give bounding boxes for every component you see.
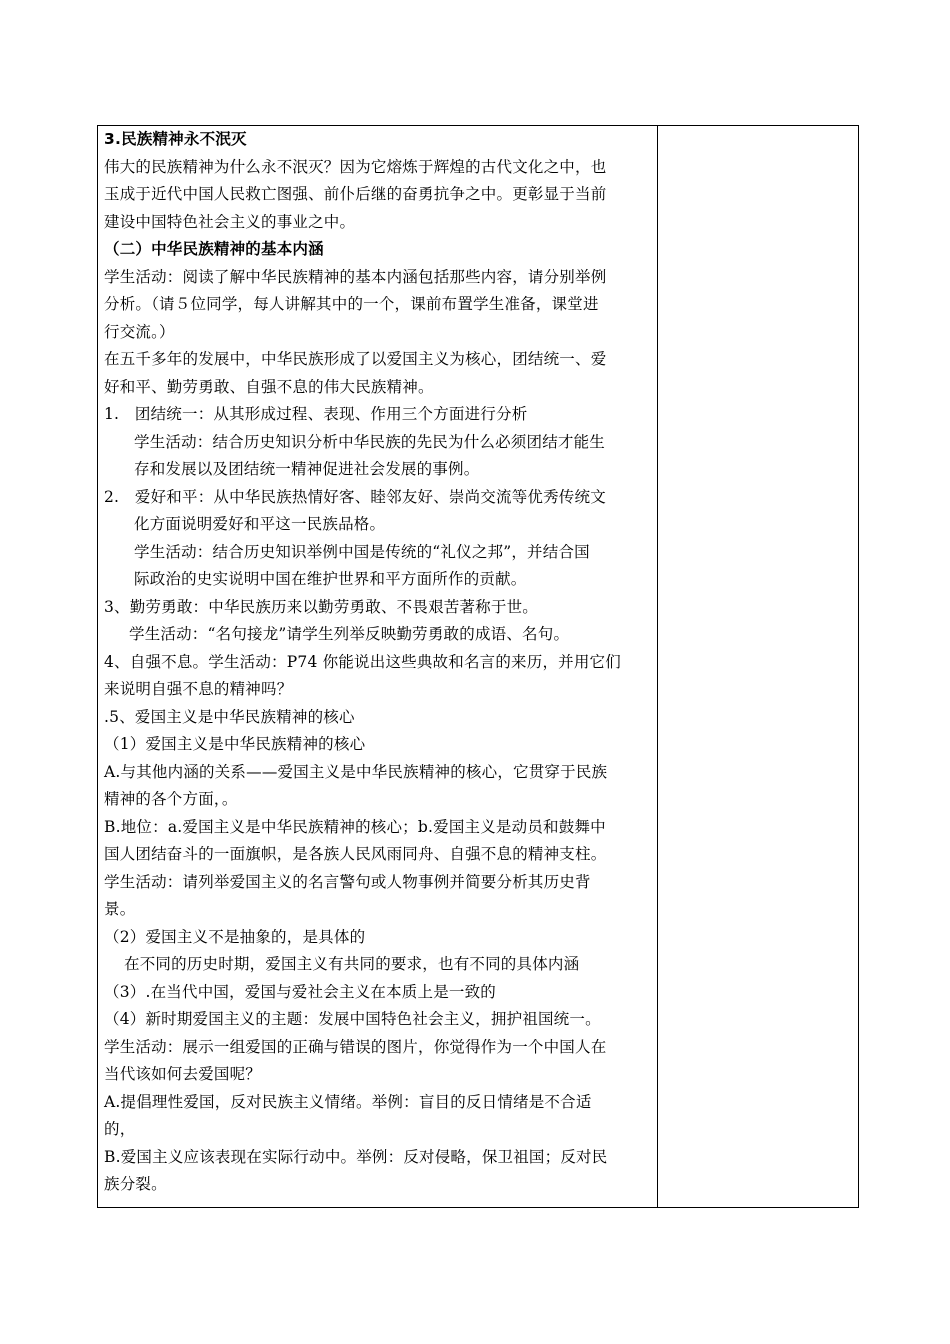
lesson-table	[97, 125, 859, 1208]
text-line: 化方面说明爱好和平这一民族品格。	[134, 515, 386, 533]
text-line: 行交流。）	[104, 322, 175, 341]
text-line: 建设中国特色社会主义的事业之中。	[104, 212, 356, 231]
text-line: 学生活动：展示一组爱国的正确与错误的图片，你觉得作为一个中国人在	[104, 1037, 607, 1056]
section-heading: 3.民族精神永不泯灭	[104, 130, 247, 148]
text-line: 学生活动：阅读了解中华民族精神的基本内涵包括那些内容，请分别举例	[104, 267, 607, 286]
text-line: 学生活动：“名句接龙”请学生列举反映勤劳勇敢的成语、名句。	[129, 625, 570, 643]
text-line: 来说明自强不息的精神吗？	[104, 680, 293, 698]
text-line: 当代该如何去爱国呢？	[104, 1065, 262, 1083]
text-line: （2）爱国主义不是抽象的，是具体的	[104, 927, 366, 946]
text-line: .5、爱国主义是中华民族精神的核心	[104, 707, 355, 726]
text-line: 3、勤劳勇敢：中华民族历来以勤劳勇敢、不畏艰苦著称于世。	[104, 597, 538, 616]
text-line: 4、自强不息。学生活动：P74 你能说出这些典故和名言的来历，并用它们	[104, 652, 621, 671]
text-line: B.地位：a.爱国主义是中华民族精神的核心；b.爱国主义是动员和鼓舞中	[104, 817, 606, 836]
text-line: 存和发展以及团结统一精神促进社会发展的事例。	[134, 460, 480, 478]
text-line: 学生活动：结合历史知识举例中国是传统的“礼仪之邦”，并结合国	[134, 542, 590, 561]
text-line: 2. 爱好和平：从中华民族热情好客、睦邻友好、崇尚交流等优秀传统文	[104, 487, 606, 506]
text-line: 景。	[104, 900, 136, 918]
text-line: 国人团结奋斗的一面旗帜，是各族人民风雨同舟、自强不息的精神支柱。	[104, 845, 607, 863]
text-line: 际政治的史实说明中国在维护世界和平方面所作的贡献。	[134, 570, 527, 588]
text-line: 学生活动：请列举爱国主义的名言警句或人物事例并简要分析其历史背	[104, 872, 591, 891]
section-heading: （二）中华民族精神的基本内涵	[104, 240, 324, 258]
text-line: （1）爱国主义是中华民族精神的核心	[104, 735, 366, 753]
text-line: A.与其他内涵的关系——爱国主义是中华民族精神的核心，它贯穿于民族	[104, 762, 608, 781]
text-line: （3）.在当代中国，爱国与爱社会主义在本质上是一致的	[104, 982, 496, 1001]
text-line: 学生活动：结合历史知识分析中华民族的先民为什么必须团结才能生	[134, 432, 606, 451]
text-line: 1. 团结统一：从其形成过程、表现、作用三个方面进行分析	[104, 405, 528, 423]
notes-cell	[658, 126, 858, 1207]
text-line: A.提倡理性爱国，反对民族主义情绪。举例：盲目的反日情绪是不合适	[104, 1092, 592, 1111]
text-line: 族分裂。	[104, 1175, 167, 1193]
text-line: 在五千多年的发展中，中华民族形成了以爱国主义为核心，团结统一、爱	[104, 350, 607, 368]
lesson-content-cell	[98, 126, 658, 1207]
text-line: 好和平、勤劳勇敢、自强不息的伟大民族精神。	[104, 377, 434, 396]
text-line: 玉成于近代中国人民救亡图强、前仆后继的奋勇抗争之中。更彰显于当前	[104, 185, 607, 203]
text-line: 在不同的历史时期，爱国主义有共同的要求，也有不同的具体内涵	[124, 955, 580, 973]
text-line: （4）新时期爱国主义的主题：发展中国特色社会主义，拥护祖国统一。	[104, 1010, 601, 1028]
text-line: 伟大的民族精神为什么永不泯灭？因为它熔炼于辉煌的古代文化之中，也	[104, 157, 607, 176]
text-line: 分析。（请５位同学，每人讲解其中的一个，课前布置学生准备，课堂进	[104, 295, 599, 313]
text-line: B.爱国主义应该表现在实际行动中。举例：反对侵略，保卫祖国；反对民	[104, 1147, 608, 1166]
text-line: 的，	[104, 1120, 136, 1138]
text-line: 精神的各个方面，。	[104, 790, 238, 808]
